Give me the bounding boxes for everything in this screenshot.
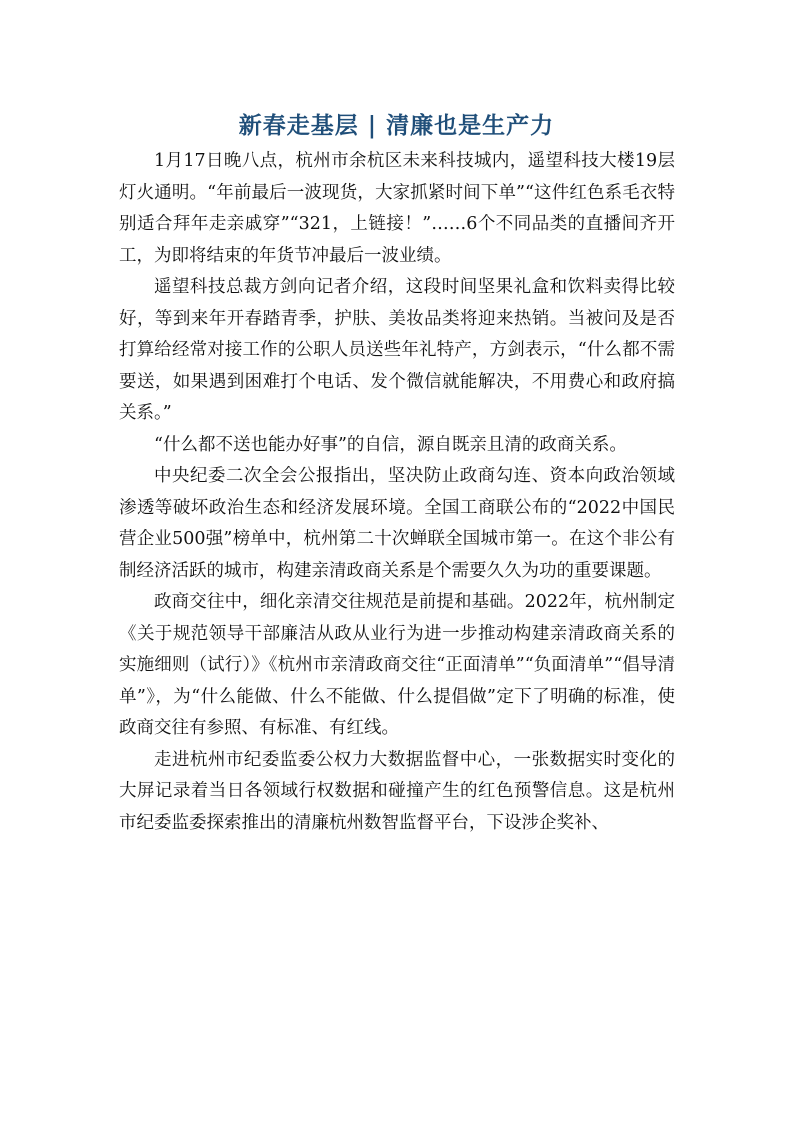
article-body [119, 146, 675, 839]
paragraph: 遥望科技总裁方剑向记者介绍，这段时间坚果礼盒和饮料卖得比较好，等到来年开春踏青季，护肤、美妆品类将迎来热销。当被问及是否打算给经常对接工作的公职人员送些年礼特产，方剑表示，“什么都不需要送，如果遇到困难打个电话、发个微信就能解决，不用费心和政府搞关系。” [119, 277, 675, 423]
article-title: 新春走基层 | 清廉也是生产力 [238, 112, 555, 139]
paragraph: “什么都不送也能办好事”的自信，源自既亲且清的政商关系。 [154, 434, 627, 455]
paragraph: 走进杭州市纪委监委公权力大数据监督中心，一张数据实时变化的大屏记录着当日各领域行权数据和碰撞产生的红色预警信息。这是杭州市纪委监委探索推出的清廉杭州数智监督平台，下设涉企奖补、 [119, 749, 675, 833]
paragraph: 政商交往中，细化亲清交往规范是前提和基础。2022年，杭州制定《关于规范领导干部廉洁从政从业行为进一步推动构建亲清政商关系的实施细则（试行）》《杭州市亲清政商交往“正面清单”“负面清单”“倡导清单”》，为“什么能做、什么不能做、什么提倡做”定下了明确的标准，使政商交往有参照、有标准、有红线。 [119, 592, 675, 738]
paragraph: 1月17日晚八点，杭州市余杭区未来科技城内，遥望科技大楼19层灯火通明。“年前最后一波现货，大家抓紧时间下单”“这件红色系毛衣特别适合拜年走亲戚穿”“321，上链接！”……6个不同品类的直播间齐开工，为即将结束的年货节冲最后一波业绩。 [119, 151, 675, 266]
paragraph: 中央纪委二次全会公报指出，坚决防止政商勾连、资本向政治领域渗透等破坏政治生态和经济发展环境。全国工商联公布的“2022中国民营企业500强”榜单中，杭州第二十次蝉联全国城市第一。在这个非公有制经济活跃的城市，构建亲清政商关系是个需要久久为功的重要课题。 [119, 466, 675, 581]
